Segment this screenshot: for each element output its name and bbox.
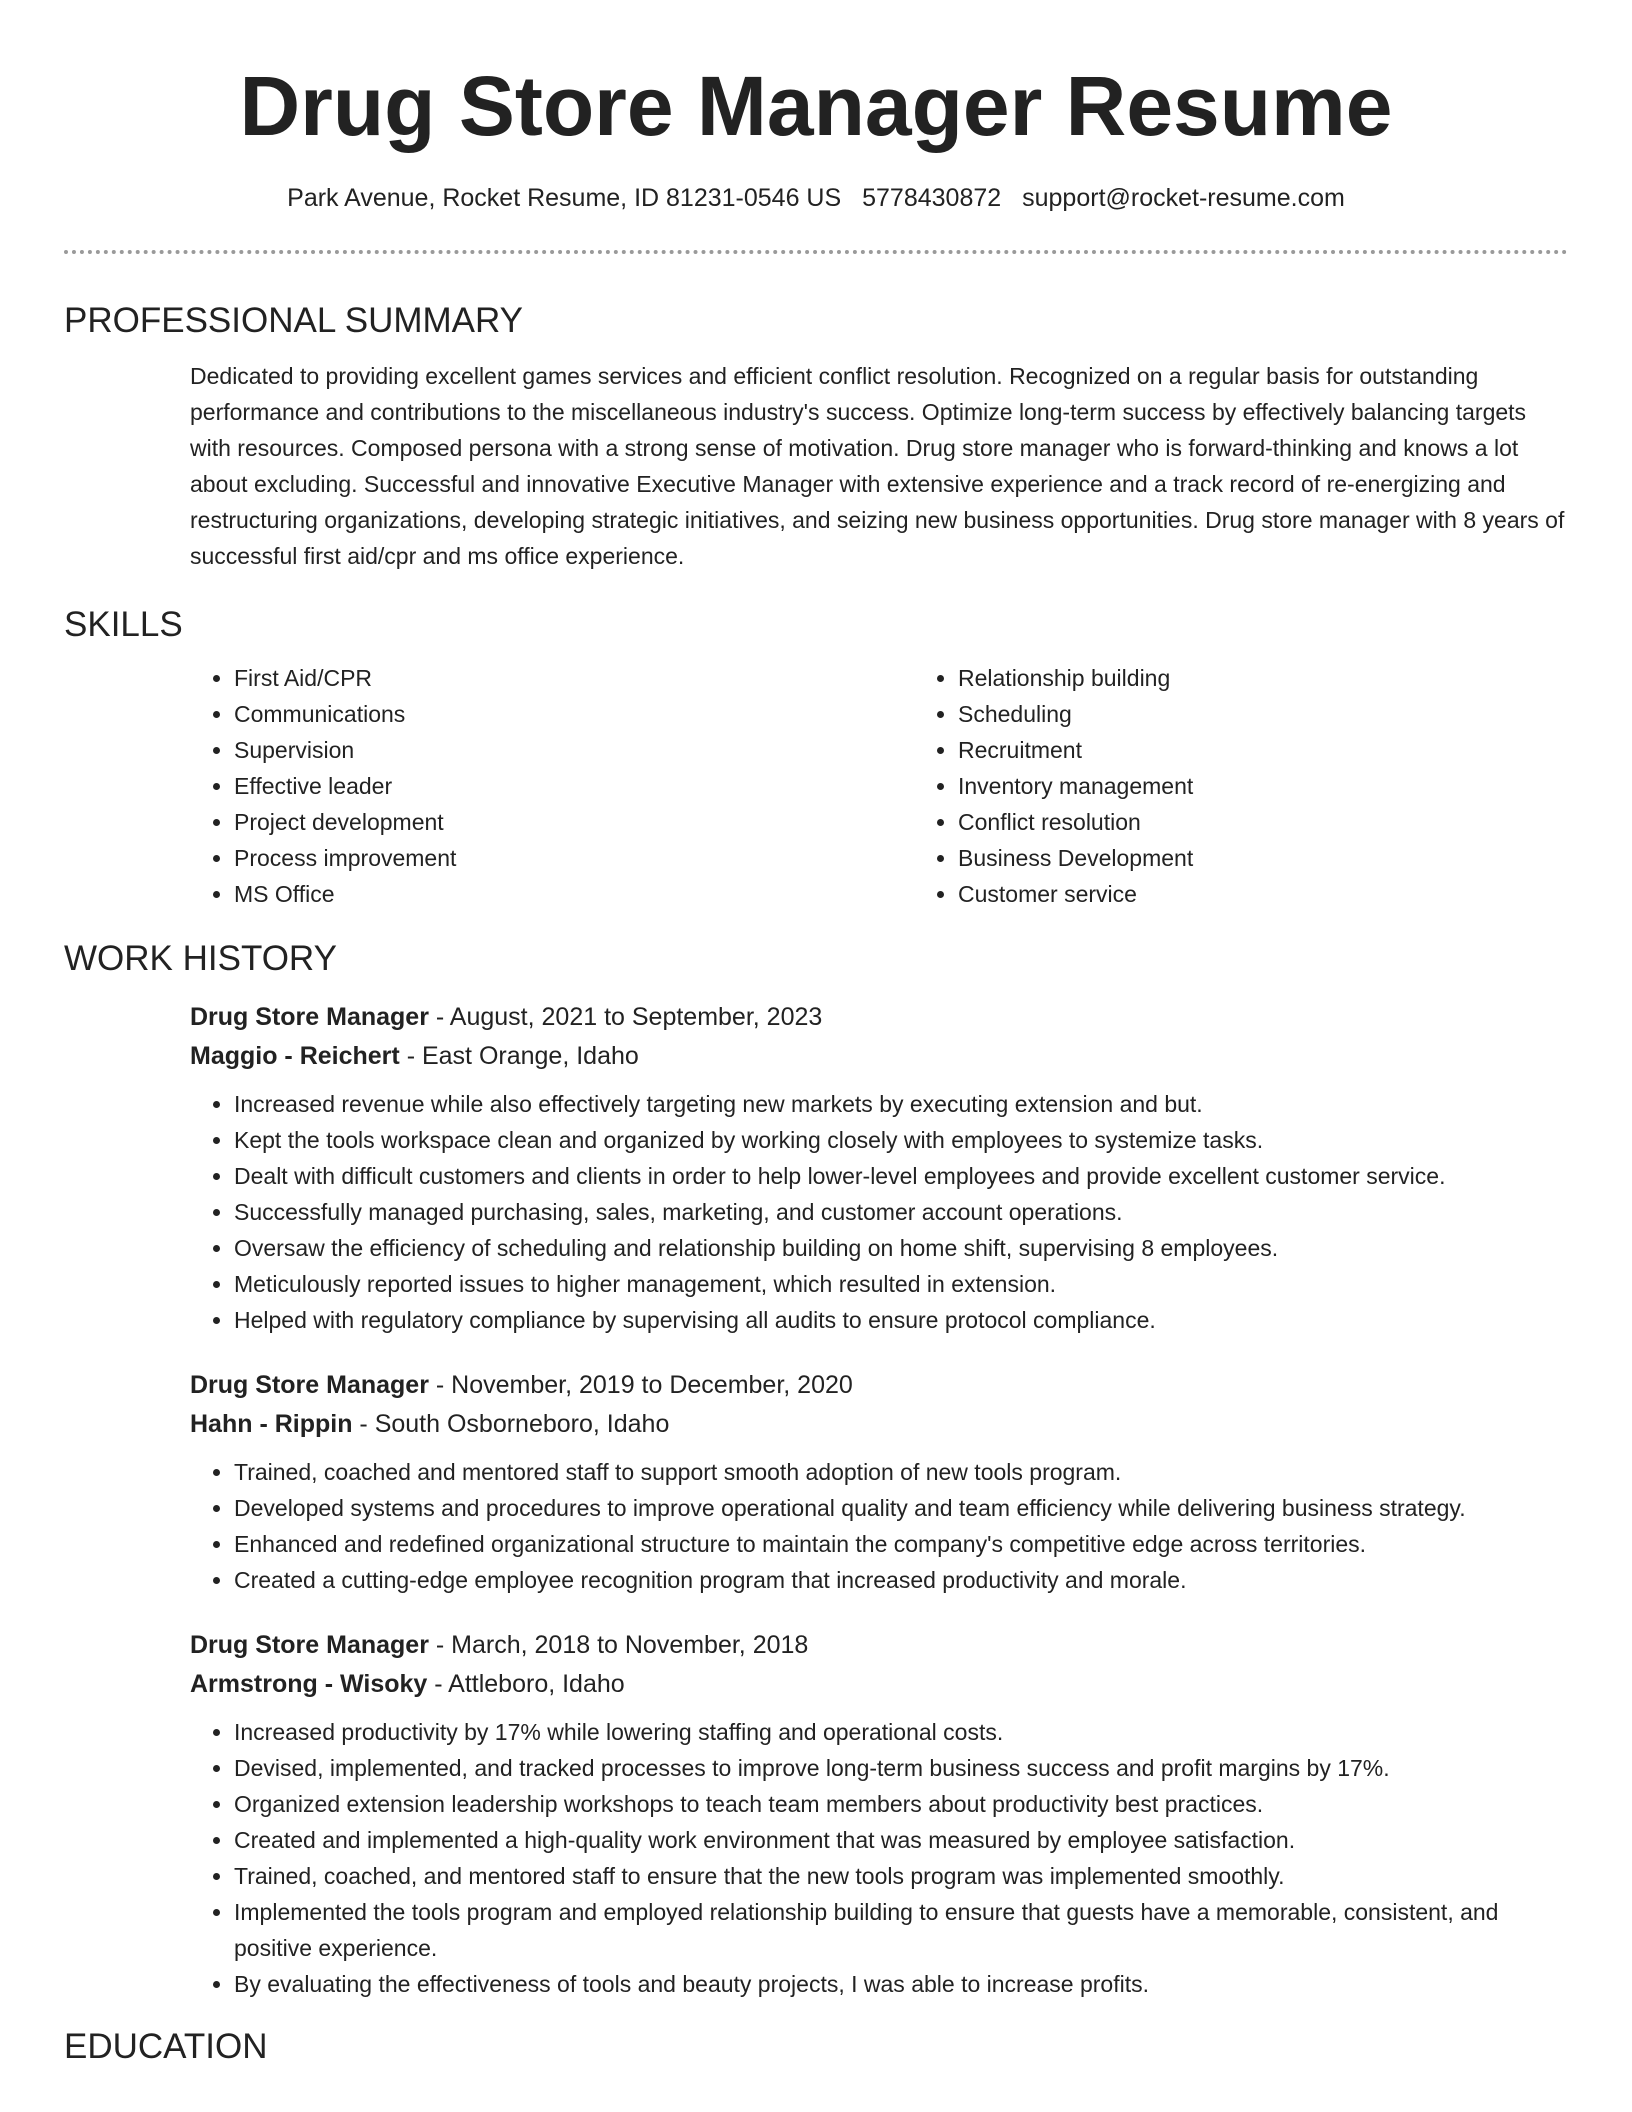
job-title: Drug Store Manager: [190, 1371, 429, 1399]
skill-item: • Communications: [234, 696, 914, 732]
job-title-line: [190, 1366, 1568, 1405]
skill-item: • Inventory management: [958, 768, 1632, 804]
separator: -: [352, 1410, 375, 1438]
job-dates: November, 2019 to December, 2020: [451, 1371, 853, 1399]
job-company-line: [190, 1665, 1568, 1704]
job-title-line: [190, 998, 1568, 1037]
skills-heading: SKILLS: [64, 605, 183, 644]
job-company: Hahn - Rippin: [190, 1410, 353, 1438]
job-title: Drug Store Manager: [190, 1003, 429, 1031]
skill-item: • Conflict resolution: [958, 804, 1632, 840]
separator: -: [399, 1042, 422, 1070]
skills-column-left: [190, 660, 914, 912]
job-company-line: [190, 1037, 1568, 1076]
summary-text: Dedicated to providing excellent games services and efficient conflict resolution. Recognized on a regular basis for outstanding performance and contributions to the miscellaneous industry's success. Optimize long-term success by effectively balancing targets with resources. Composed persona with a strong sense of motivation. Drug store manager who is forward-thinking and knows a lot about excluding. Successful and innovative Executive Manager with extensive experience and a track record of re-energizing and restructuring organizations, developing strategic initiatives, and seizing new business opportunities. Drug store manager with 8 years of successful first aid/cpr and ms office experience.: [190, 363, 1565, 569]
work-history-list: [64, 998, 1568, 2002]
skill-item: • Relationship building: [958, 660, 1632, 696]
job-company: Armstrong - Wisoky: [190, 1670, 428, 1698]
skill-item: • Recruitment: [958, 732, 1632, 768]
job-location: East Orange, Idaho: [421, 1042, 639, 1070]
duty-item: • Implemented the tools program and employed relationship building to ensure that guests have a memorable, consistent, and positive experience.: [234, 1894, 1568, 1966]
contact-address: Park Avenue, Rocket Resume, ID 81231-0546 US: [287, 184, 842, 212]
job-title-line: [190, 1626, 1568, 1665]
duty-item: • Increased revenue while also effectively targeting new markets by executing extension and but.: [234, 1086, 1568, 1122]
job-duties: [190, 1714, 1568, 2002]
job-dates: August, 2021 to September, 2023: [449, 1003, 823, 1031]
job-entry: [190, 1626, 1568, 2002]
duty-item: • Developed systems and procedures to improve operational quality and team efficiency while delivering business strategy.: [234, 1490, 1568, 1526]
duty-item: • Created a cutting-edge employee recognition program that increased productivity and morale.: [234, 1562, 1568, 1598]
skill-item: • Scheduling: [958, 696, 1632, 732]
duty-item: • Oversaw the efficiency of scheduling and relationship building on home shift, supervising 8 employees.: [234, 1230, 1568, 1266]
contact-email[interactable]: support@rocket-resume.com: [1022, 184, 1345, 212]
skill-item: • Process improvement: [234, 840, 914, 876]
duty-item: • Trained, coached and mentored staff to support smooth adoption of new tools program.: [234, 1454, 1568, 1490]
education-heading: EDUCATION: [64, 2027, 268, 2066]
resume-content: [64, 296, 1568, 2072]
duty-item: • Increased productivity by 17% while lowering staffing and operational costs.: [234, 1714, 1568, 1750]
job-duties: [190, 1454, 1568, 1598]
skill-item: • Supervision: [234, 732, 914, 768]
skill-item: • MS Office: [234, 876, 914, 912]
job-title: Drug Store Manager: [190, 1631, 429, 1659]
resume-title: Drug Store Manager Resume: [239, 59, 1393, 153]
contact-line: [0, 180, 1632, 216]
skill-item: • Customer service: [958, 876, 1632, 912]
separator: -: [428, 1003, 450, 1031]
skills-column-right: [914, 660, 1632, 912]
separator: -: [428, 1631, 452, 1659]
skills-list: [190, 660, 1568, 912]
skill-item: • First Aid/CPR: [234, 660, 914, 696]
duty-item: • Kept the tools workspace clean and organized by working closely with employees to systemize tasks.: [234, 1122, 1568, 1158]
duty-item: • Meticulously reported issues to higher management, which resulted in extension.: [234, 1266, 1568, 1302]
duty-item: • Dealt with difficult customers and clients in order to help lower-level employees and provide excellent customer service.: [234, 1158, 1568, 1194]
duty-item: • Successfully managed purchasing, sales, marketing, and customer account operations.: [234, 1194, 1568, 1230]
skill-item: • Effective leader: [234, 768, 914, 804]
summary-heading: PROFESSIONAL SUMMARY: [64, 301, 523, 340]
skill-item: • Business Development: [958, 840, 1632, 876]
job-entry: [190, 998, 1568, 1338]
separator: -: [427, 1670, 449, 1698]
duty-item: • Devised, implemented, and tracked processes to improve long-term business success and profit margins by 17%.: [234, 1750, 1568, 1786]
duty-item: • Trained, coached, and mentored staff to ensure that the new tools program was implemented smoothly.: [234, 1858, 1568, 1894]
duty-item: • Created and implemented a high-quality work environment that was measured by employee satisfaction.: [234, 1822, 1568, 1858]
work-history-heading: WORK HISTORY: [64, 939, 337, 978]
duty-item: • Organized extension leadership workshops to teach team members about productivity best practices.: [234, 1786, 1568, 1822]
duty-item: • By evaluating the effectiveness of tools and beauty projects, I was able to increase profits.: [234, 1966, 1568, 2002]
job-dates: March, 2018 to November, 2018: [451, 1631, 809, 1659]
job-company: Maggio - Reichert: [190, 1042, 400, 1070]
duty-item: • Helped with regulatory compliance by supervising all audits to ensure protocol compliance.: [234, 1302, 1568, 1338]
job-location: South Osborneboro, Idaho: [374, 1410, 670, 1438]
job-company-line: [190, 1405, 1568, 1444]
separator: -: [428, 1371, 452, 1399]
duty-item: • Enhanced and redefined organizational structure to maintain the company's competitive edge across territories.: [234, 1526, 1568, 1562]
job-duties: [190, 1086, 1568, 1338]
contact-phone[interactable]: 5778430872: [862, 184, 1002, 212]
skill-item: • Project development: [234, 804, 914, 840]
header-divider: [64, 250, 1568, 254]
job-entry: [190, 1366, 1568, 1598]
job-location: Attleboro, Idaho: [448, 1670, 625, 1698]
